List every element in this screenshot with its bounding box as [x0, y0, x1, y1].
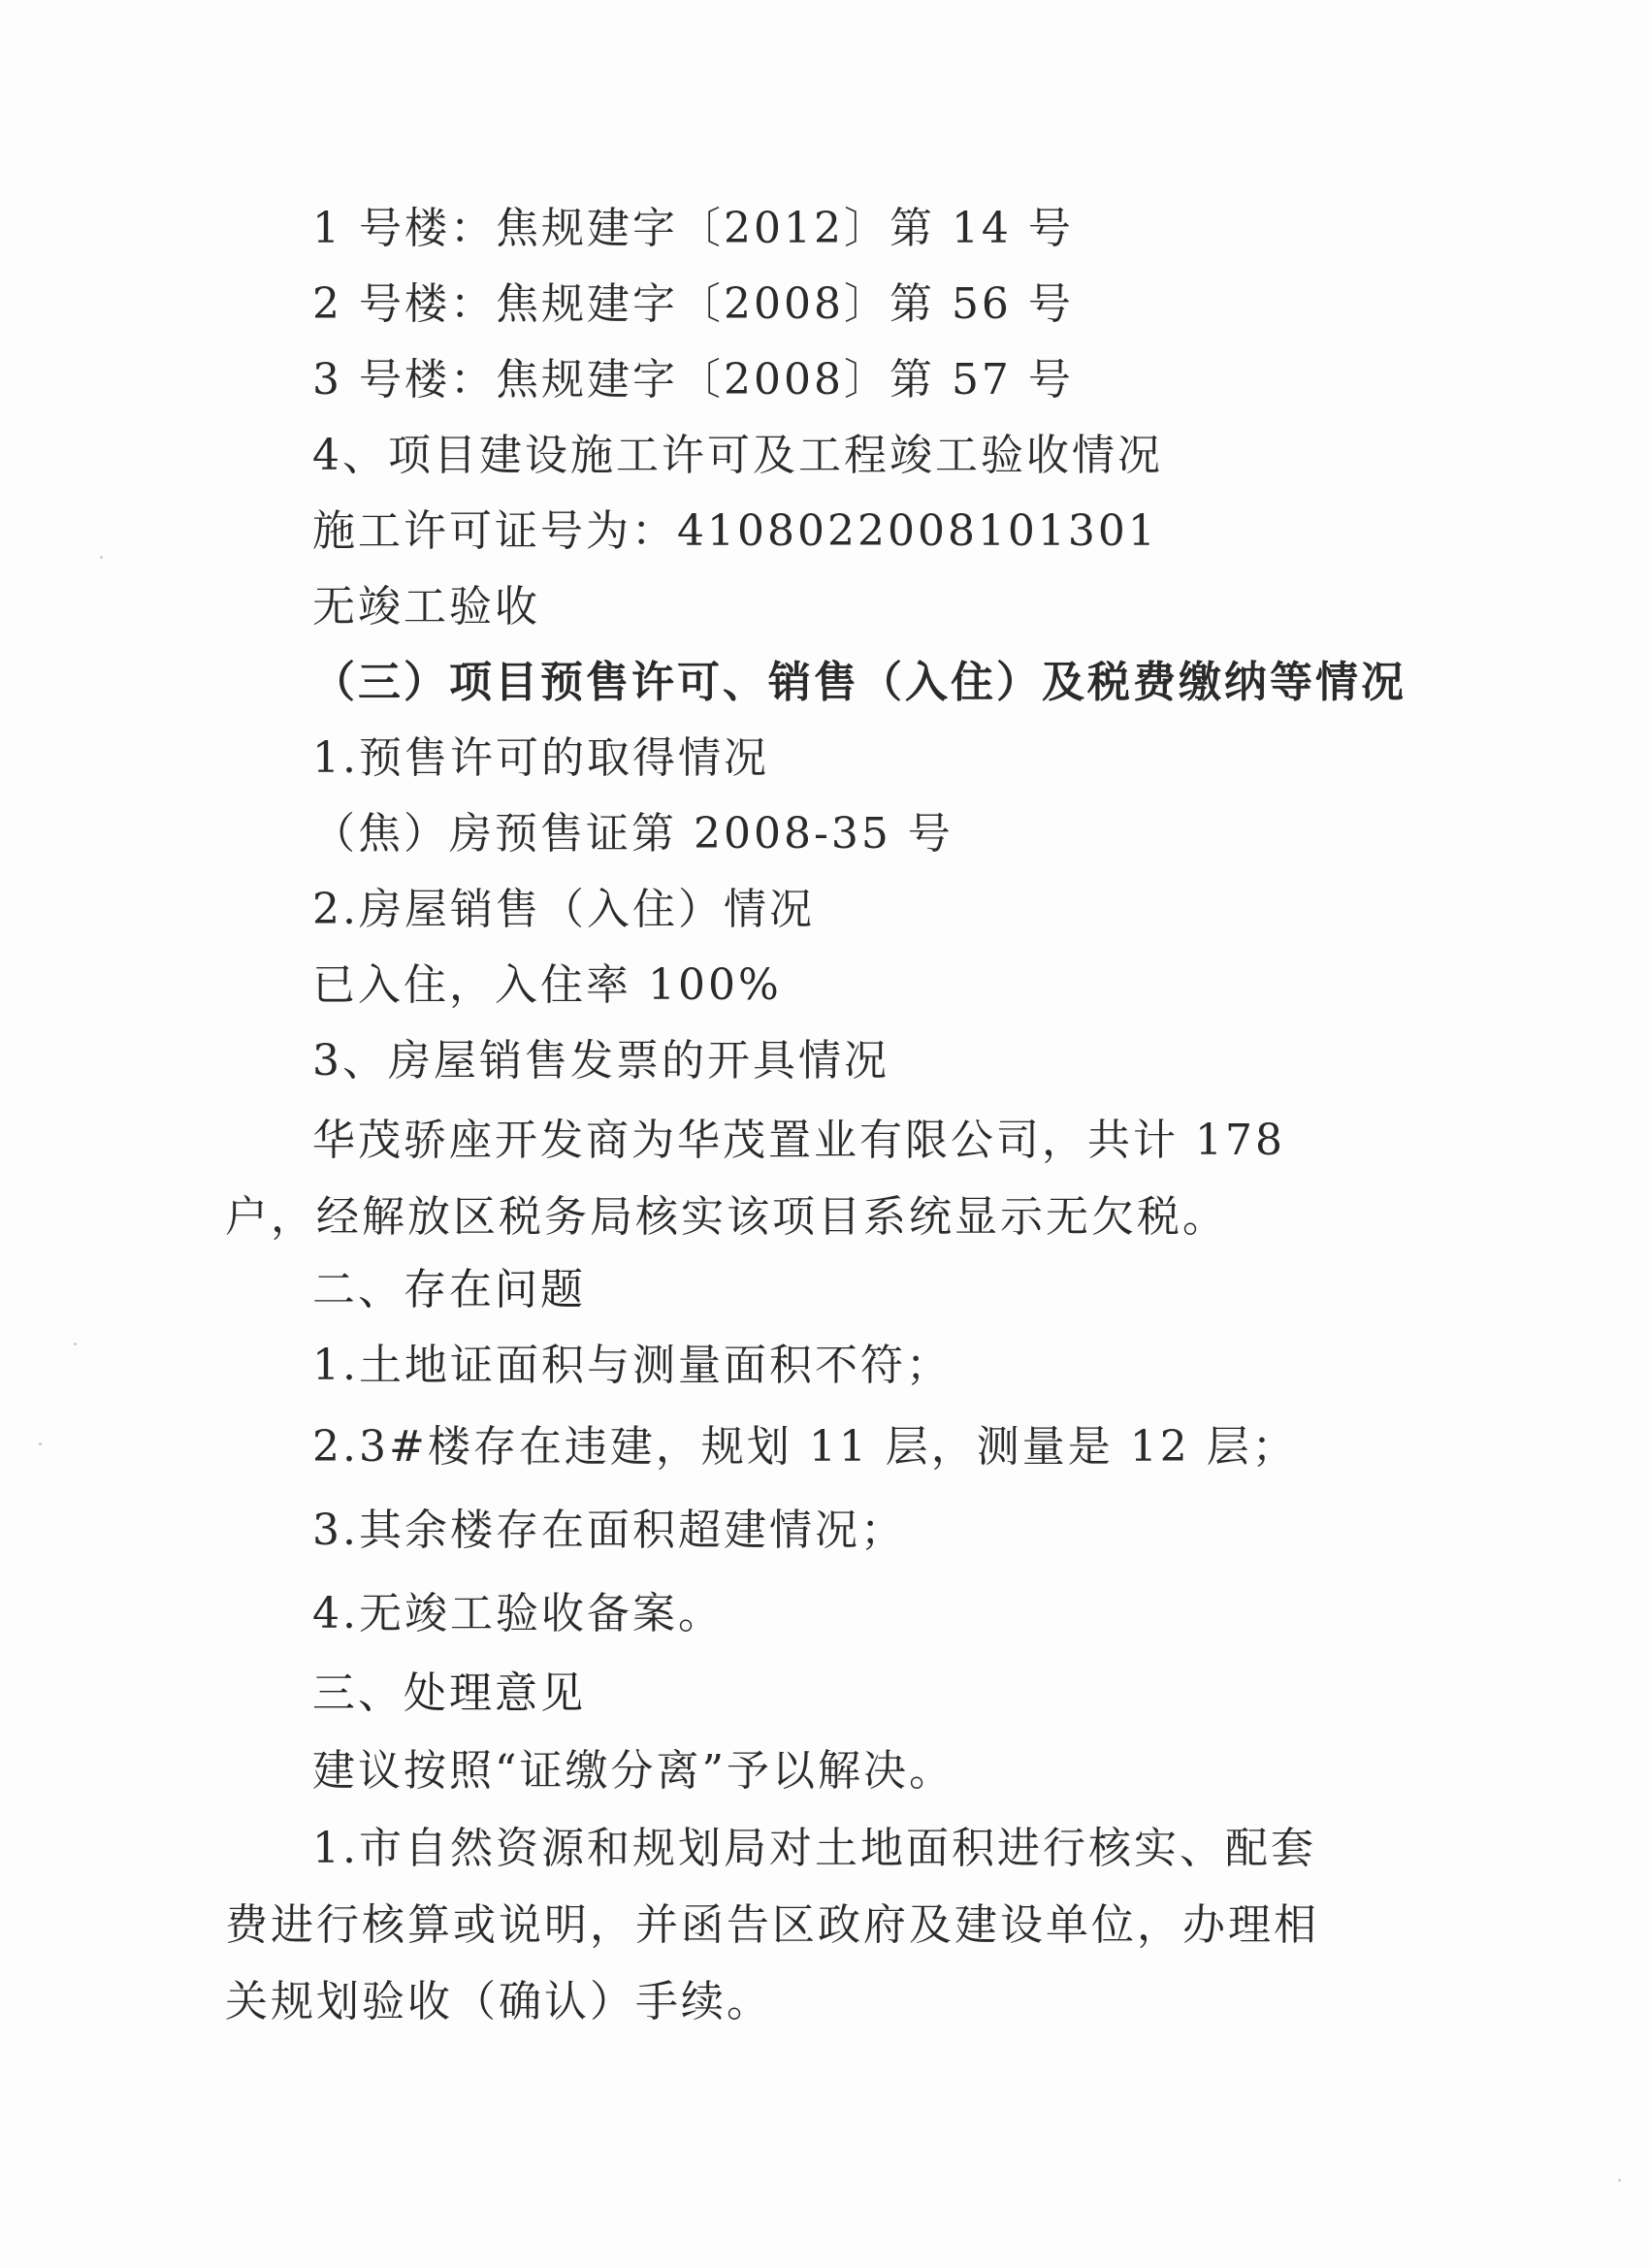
issue-3: 3.其余楼存在面积超建情况； [312, 1506, 906, 1555]
section-heading-presale: （三）项目预售许可、销售（入住）及税费缴纳等情况 [312, 658, 1406, 707]
scan-speck [1618, 2179, 1621, 2182]
opinion-1-paragraph: 1.市自然资源和规划局对土地面积进行核实、配套费进行核算或说明，并函告区政府及建设单位，办理相关规划验收（确认）手续。 [225, 1824, 1319, 2026]
occupancy-rate: 已入住，入住率 100% [312, 960, 782, 1010]
recommendation: 建议按照“证缴分离”予以解决。 [312, 1746, 954, 1796]
presale-permit-number: （焦）房预售证第 2008-35 号 [312, 809, 954, 859]
scan-speck [74, 1343, 77, 1345]
presale-permit-heading: 1.预售许可的取得情况 [312, 733, 769, 783]
building-3-permit: 3 号楼：焦规建字〔2008〕第 57 号 [312, 355, 1074, 405]
scan-speck [100, 556, 103, 559]
issue-4: 4.无竣工验收备案。 [312, 1589, 724, 1638]
no-completion-acceptance: 无竣工验收 [312, 582, 540, 632]
building-2-permit: 2 号楼：焦规建字〔2008〕第 56 号 [312, 279, 1074, 329]
section-construction-permit: 4、项目建设施工许可及工程竣工验收情况 [312, 431, 1163, 480]
developer-tax-paragraph: 华茂骄座开发商为华茂置业有限公司，共计 178 户，经解放区税务局核实该项目系统显示无欠税。 [225, 1116, 1285, 1242]
construction-permit-number: 施工许可证号为：410802200810​1301 [312, 506, 1158, 556]
building-1-permit: 1 号楼：焦规建字〔2012〕第 14 号 [312, 204, 1074, 253]
section-heading-opinions: 三、处理意见 [312, 1669, 586, 1718]
sales-occupancy-heading: 2.房屋销售（入住）情况 [312, 885, 815, 934]
issue-2: 2.3#楼存在违建，规划 11 层，测量是 12 层； [312, 1422, 1298, 1472]
invoice-heading: 3、房屋销售发票的开具情况 [312, 1036, 889, 1085]
section-heading-issues: 二、存在问题 [312, 1265, 586, 1314]
issue-1: 1.土地证面积与测量面积不符； [312, 1341, 952, 1390]
scan-speck [39, 1442, 42, 1445]
